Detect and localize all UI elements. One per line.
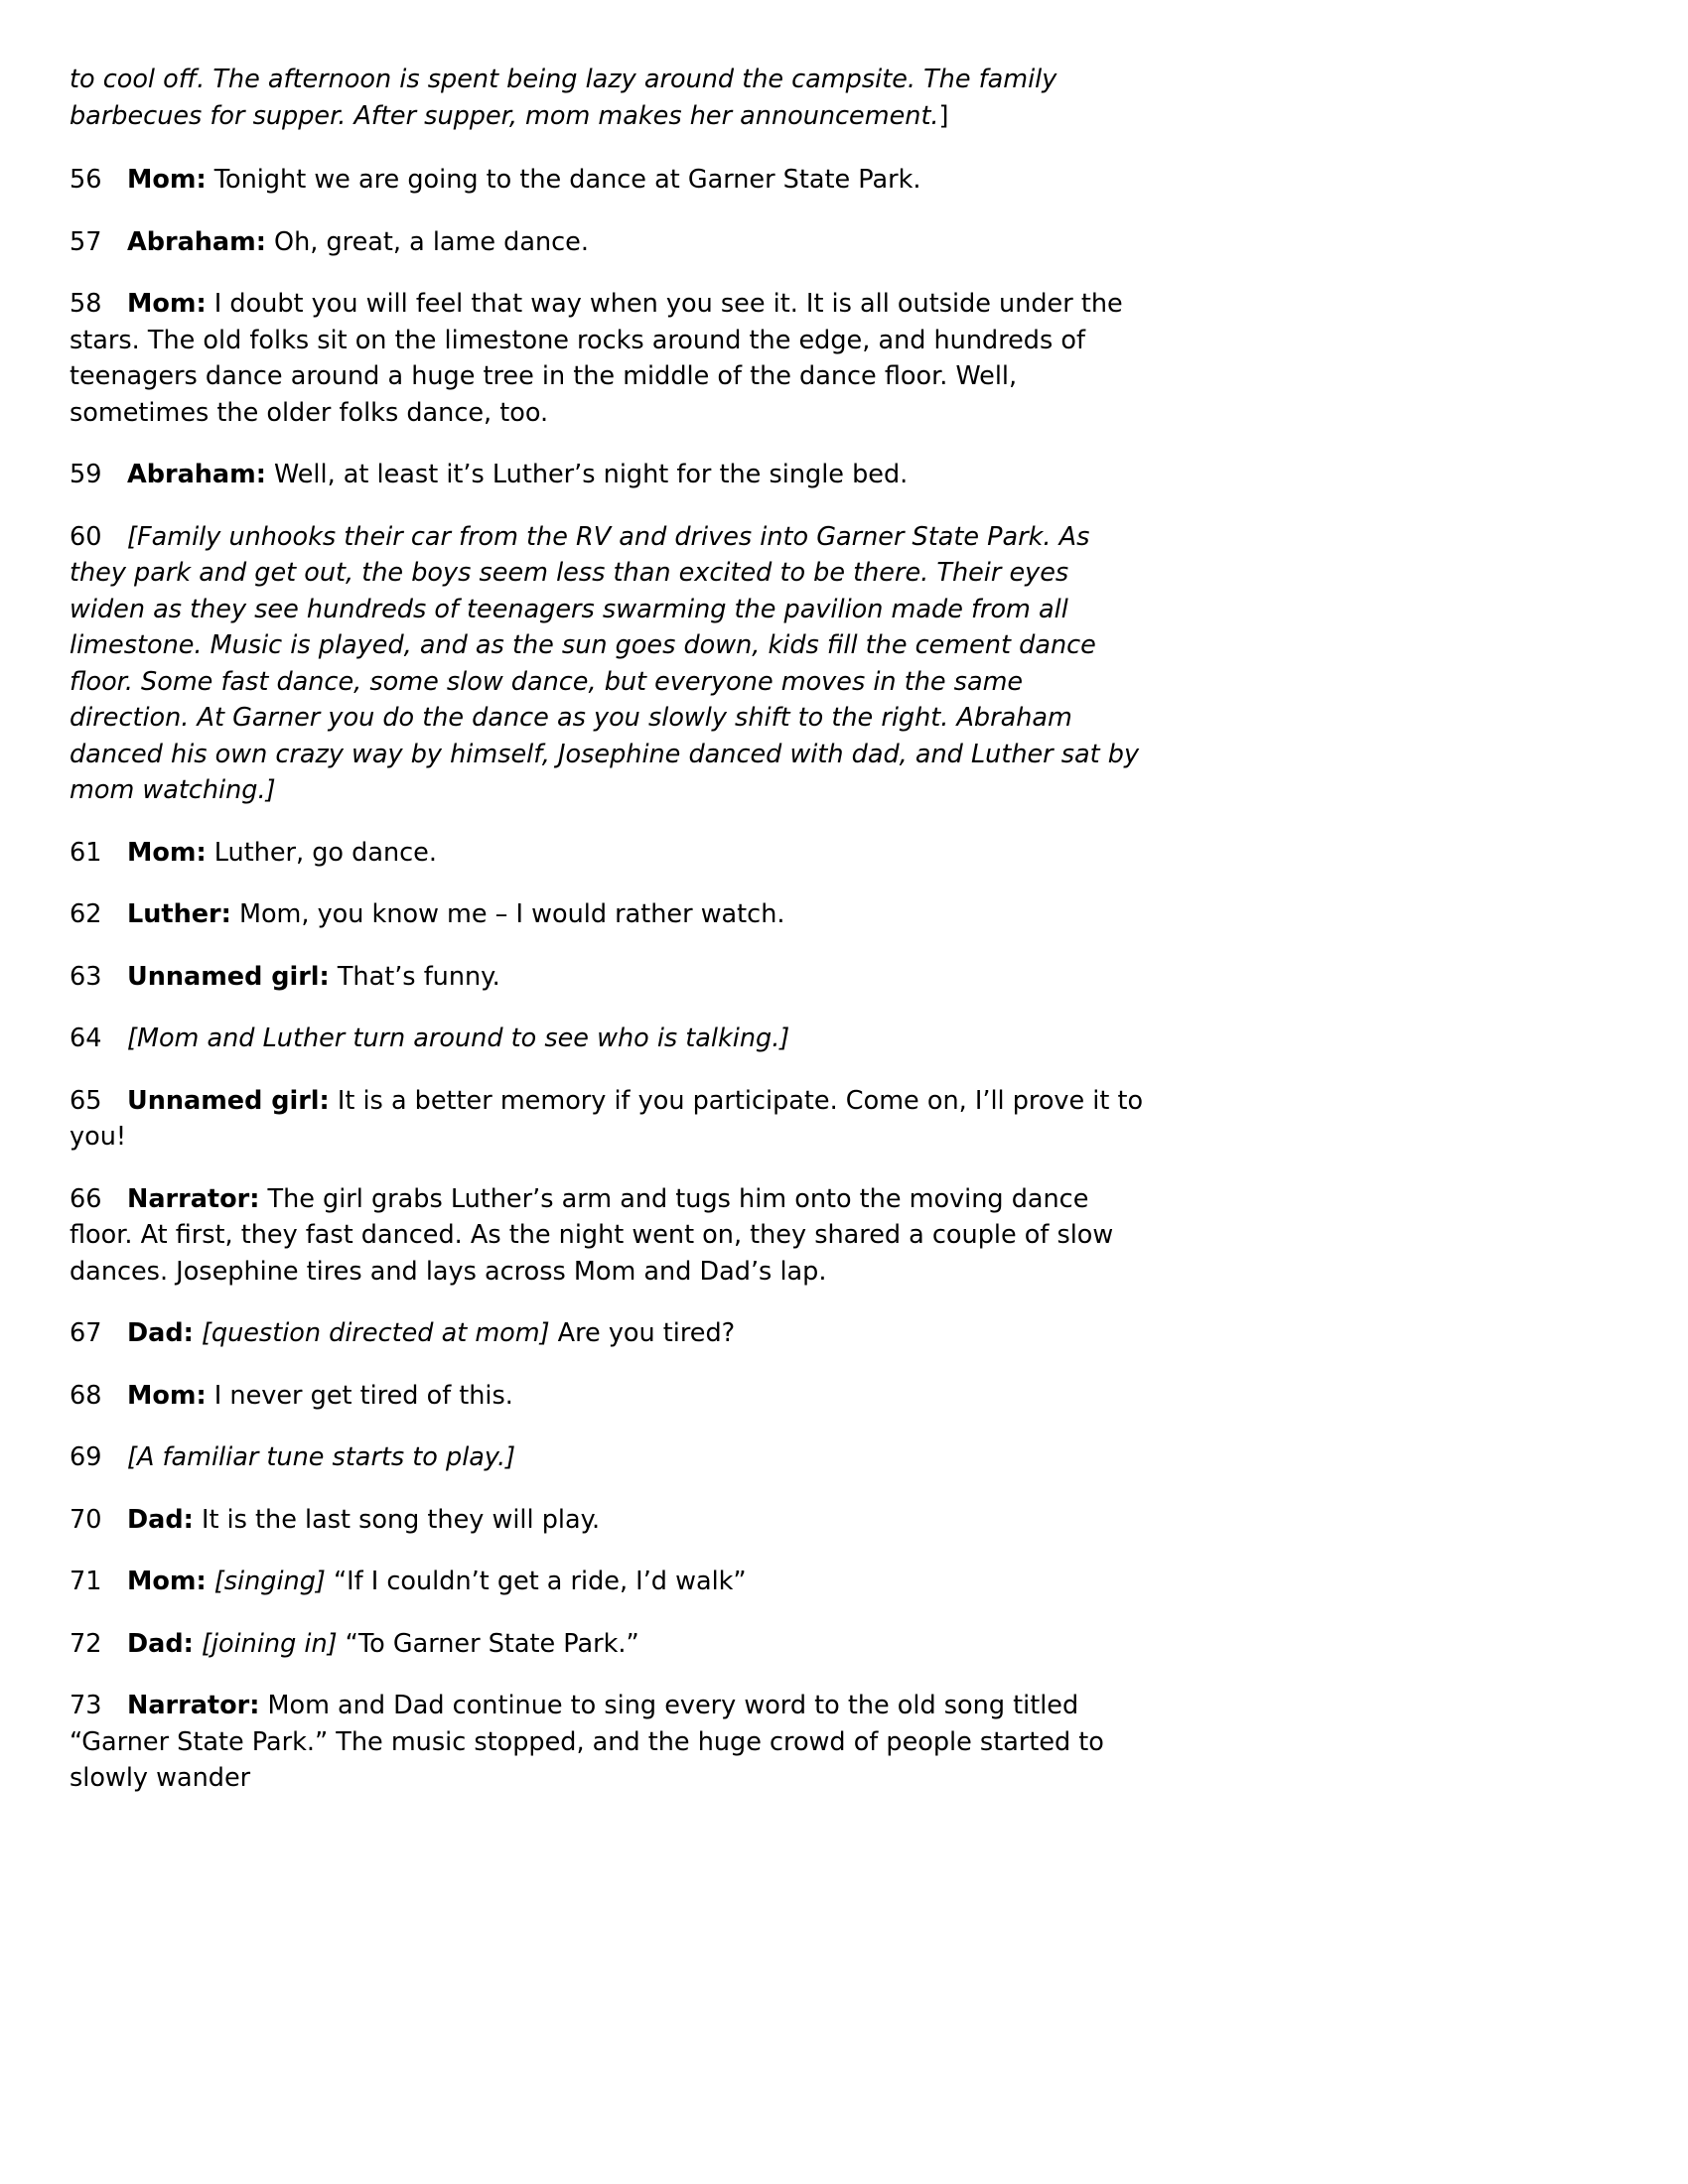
script-line <box>70 835 1144 872</box>
speaker-label: Mom: <box>127 837 207 868</box>
line-number: 72 <box>70 1628 102 1659</box>
script-line <box>70 286 1144 431</box>
speaker-label: Abraham: <box>127 460 266 489</box>
dialogue-text: I doubt you will feel that way when you see it. It is all outside under the stars. The old folks sit on the limestone rocks around the edge, and hundreds of teenagers dance around a huge tree in the middle of the dance floor. Well, sometimes the older folks dance, too. <box>70 289 1123 428</box>
dialogue-text: Mom and Dad continue to sing every word to the old song titled “Garner State Park.” The music stopped, and the huge crowd of people started to slowly wander <box>70 1691 1104 1793</box>
dialogue-text: Oh, great, a lame dance. <box>274 226 589 257</box>
script-line <box>70 1083 1144 1156</box>
line-number: 68 <box>70 1380 102 1411</box>
speaker-label: Unnamed girl: <box>127 961 330 992</box>
dialogue-text: It is the last song they will play. <box>201 1504 601 1535</box>
script-line <box>70 457 1144 493</box>
line-number: 70 <box>70 1504 102 1535</box>
line-number: 56 <box>70 165 102 195</box>
speaker-label: Narrator: <box>127 1183 260 1214</box>
inline-stage-direction: [singing] <box>213 1567 326 1596</box>
dialogue-text: Are you tired? <box>557 1318 736 1348</box>
line-number: 66 <box>70 1183 102 1214</box>
speaker-label: Mom: <box>127 1567 207 1596</box>
script-line <box>70 1021 1144 1057</box>
speaker-label: Luther: <box>127 899 231 929</box>
stage-direction-continuation <box>70 62 1144 134</box>
dialogue-text: I never get tired of this. <box>213 1380 513 1411</box>
script-text-column <box>70 62 1144 1797</box>
script-line <box>70 959 1144 996</box>
script-line <box>70 224 1144 261</box>
line-number: 59 <box>70 460 102 489</box>
inline-stage-direction: [joining in] <box>201 1628 338 1659</box>
speaker-label: Mom: <box>127 165 207 195</box>
stage-direction-text: [Family unhooks their car from the RV and drives into Garner State Park. As they park and get out, the boys seem less than excited to be there. Their eyes widen as they see hundreds of teenagers swarming the pavilion made from all limestone. Music is played, and as the sun goes down, kids fill the cement dance floor. Some fast dance, some slow dance, but everyone moves in the same direction. At Garner you do the dance as you slowly shift to the right. Abraham danced his own crazy way by himself, Josephine danced with dad, and Luther sat by mom watching.] <box>70 521 1140 805</box>
script-line <box>70 1626 1144 1663</box>
script-line <box>70 1502 1144 1539</box>
stage-direction-text: [A familiar tune starts to play.] <box>127 1442 516 1472</box>
script-line <box>70 1564 1144 1600</box>
line-number: 57 <box>70 226 102 257</box>
line-number: 64 <box>70 1024 102 1053</box>
dialogue-text: Mom, you know me – I would rather watch. <box>238 899 785 929</box>
line-number: 62 <box>70 899 102 929</box>
dialogue-text: It is a better memory if you participate. Come on, I’ll prove it to you! <box>70 1085 1144 1152</box>
speaker-label: Mom: <box>127 289 207 319</box>
dialogue-text: Luther, go dance. <box>213 837 437 868</box>
dialogue-text: “If I couldn’t get a ride, I’d walk” <box>333 1567 747 1596</box>
script-line <box>70 519 1144 809</box>
speaker-label: Unnamed girl: <box>127 1085 330 1116</box>
speaker-label: Dad: <box>127 1628 194 1659</box>
script-line <box>70 1688 1144 1797</box>
speaker-label: Dad: <box>127 1504 194 1535</box>
line-number: 69 <box>70 1442 102 1472</box>
closing-bracket: ] <box>938 100 949 131</box>
dialogue-text: Well, at least it’s Luther’s night for the single bed. <box>274 460 909 489</box>
stage-direction-text: to cool off. The afternoon is spent being lazy around the campsite. The family barbecues for supper. After supper, mom makes her announcement. <box>70 65 1057 131</box>
speaker-label: Narrator: <box>127 1691 260 1720</box>
speaker-label: Mom: <box>127 1380 207 1411</box>
line-number: 61 <box>70 837 102 868</box>
line-number: 60 <box>70 521 102 552</box>
speaker-label: Abraham: <box>127 226 266 257</box>
script-line <box>70 1181 1144 1291</box>
line-number: 71 <box>70 1567 102 1596</box>
script-line <box>70 1315 1144 1352</box>
line-number: 65 <box>70 1085 102 1116</box>
line-number: 58 <box>70 289 102 319</box>
script-line <box>70 896 1144 933</box>
line-number: 63 <box>70 961 102 992</box>
dialogue-text: That’s funny. <box>337 961 500 992</box>
speaker-label: Dad: <box>127 1318 194 1348</box>
script-line <box>70 1439 1144 1476</box>
dialogue-text: The girl grabs Luther’s arm and tugs him onto the moving dance floor. At first, they fast danced. As the night went on, they shared a couple of slow dances. Josephine tires and lays across Mom and Dad’s lap. <box>70 1183 1114 1287</box>
dialogue-text: “To Garner State Park.” <box>345 1628 639 1659</box>
script-line <box>70 162 1144 199</box>
line-number: 73 <box>70 1691 102 1720</box>
dialogue-text: Tonight we are going to the dance at Garner State Park. <box>213 165 921 195</box>
inline-stage-direction: [question directed at mom] <box>201 1318 550 1348</box>
script-line <box>70 1378 1144 1415</box>
stage-direction-text: [Mom and Luther turn around to see who is talking.] <box>127 1024 790 1053</box>
line-number: 67 <box>70 1318 102 1348</box>
